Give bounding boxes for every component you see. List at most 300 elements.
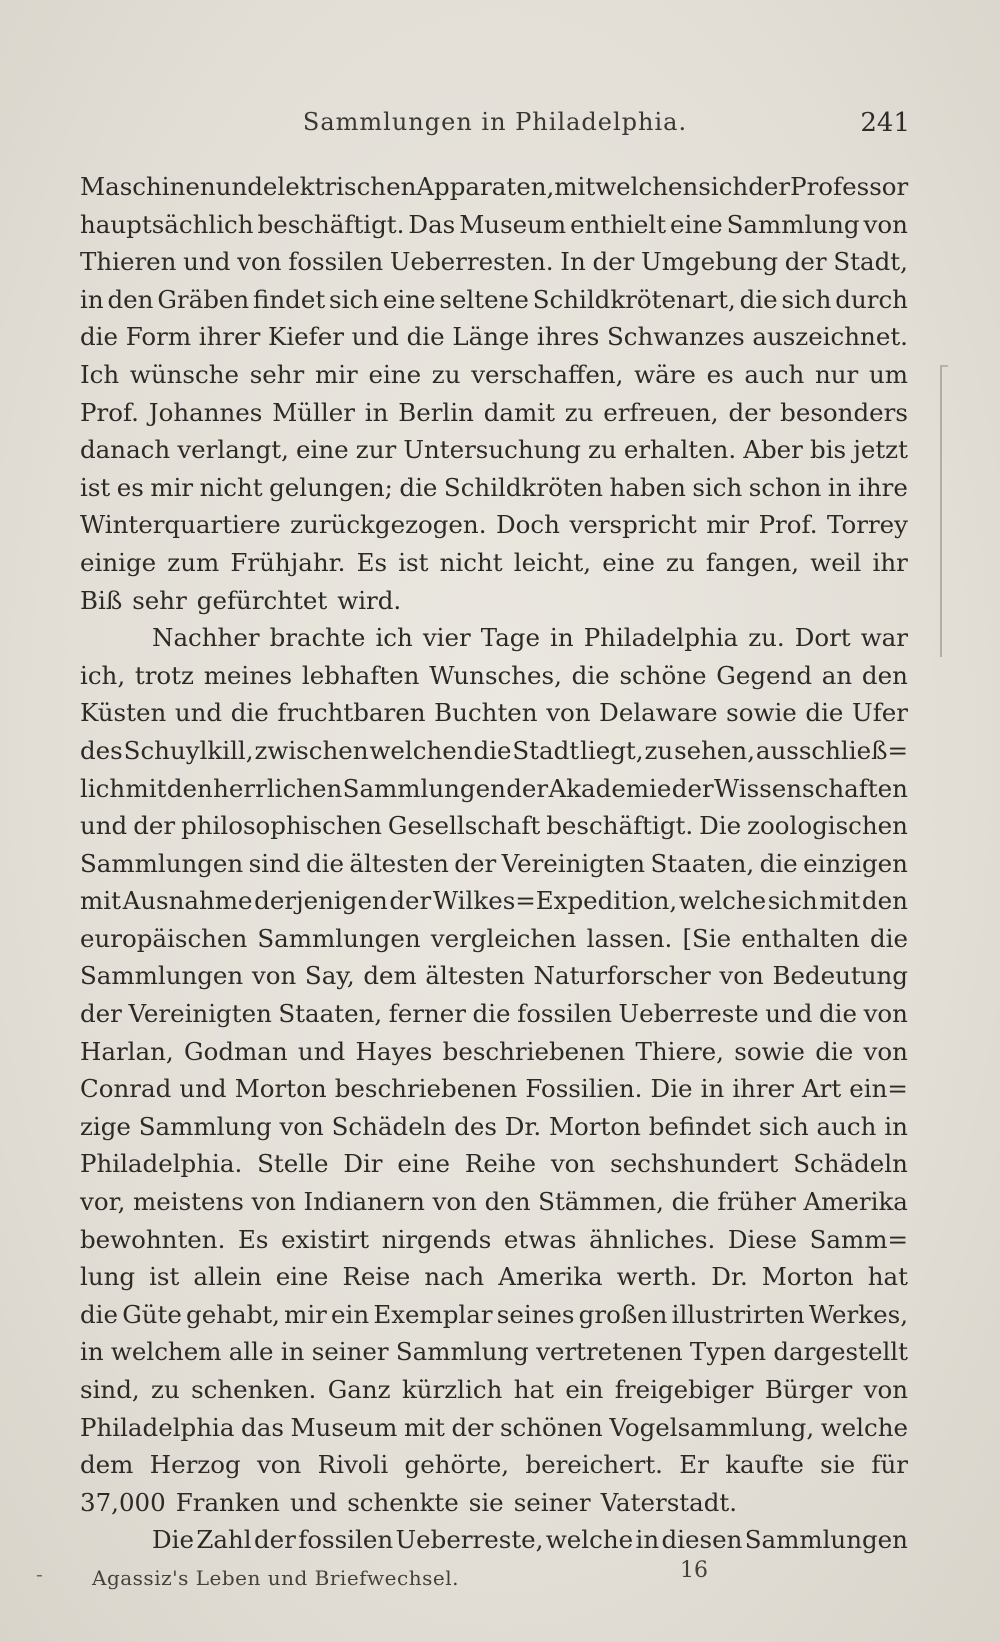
text-line — [80, 1333, 908, 1371]
word: Ganz — [327, 1375, 391, 1404]
word: kaufte — [725, 1450, 804, 1480]
word: Bürger — [764, 1375, 853, 1404]
text-line — [80, 168, 908, 206]
word: sich — [758, 1111, 809, 1141]
word: ihr — [872, 547, 908, 577]
word: und — [174, 698, 223, 728]
word: Die — [650, 1074, 693, 1104]
word: Vogelsammlung, — [609, 1412, 815, 1442]
word: existirt — [281, 1224, 370, 1254]
word: von — [432, 1187, 477, 1217]
word: fossilen — [517, 999, 612, 1029]
word: Indianern — [303, 1187, 425, 1217]
word: der — [784, 247, 827, 277]
word: danach — [80, 435, 171, 465]
text-line — [80, 957, 908, 995]
word: sich — [329, 284, 379, 314]
word: die — [399, 472, 438, 502]
word: war — [860, 623, 908, 653]
word: alle — [228, 1337, 274, 1367]
word: ihres — [536, 322, 600, 352]
word: meines — [203, 660, 293, 690]
word: sehr — [132, 585, 187, 615]
word: in — [884, 1111, 908, 1141]
text-line — [80, 845, 908, 883]
word: ferner — [388, 999, 466, 1029]
word: Herzog — [149, 1450, 241, 1480]
word: mit — [403, 1412, 445, 1442]
word: Say, — [304, 961, 355, 991]
word: sind, — [80, 1375, 140, 1404]
word: Typen — [689, 1337, 767, 1367]
word: haben — [609, 472, 686, 502]
word: Dir — [343, 1149, 383, 1179]
word: beschäftigt. — [546, 811, 694, 841]
word: sehen, — [674, 735, 755, 765]
word: seltene — [439, 284, 529, 314]
word: schenken. — [191, 1375, 317, 1404]
word: früher — [717, 1187, 796, 1217]
word: schon — [748, 472, 822, 502]
word: Müller — [272, 397, 355, 427]
word: und — [297, 1036, 346, 1066]
margin-mark — [940, 365, 948, 657]
word: Art — [801, 1074, 842, 1104]
word: zwischen — [254, 735, 369, 765]
word: und — [179, 1074, 227, 1104]
word: in — [700, 1074, 725, 1104]
word: Länge — [452, 322, 530, 352]
word: Wunsches, — [429, 660, 562, 690]
signature-title: Agassiz's Leben und Briefwechsel. — [92, 1566, 459, 1590]
word: beschäftigt. — [257, 209, 405, 239]
text-line — [80, 694, 908, 732]
word: Professor — [790, 172, 909, 201]
word: Untersuchung — [403, 435, 581, 465]
word: den — [107, 284, 154, 314]
text-line — [80, 807, 908, 845]
word: kürzlich — [401, 1375, 503, 1404]
word: und — [183, 247, 231, 277]
word: der — [253, 1525, 296, 1555]
word: sechshundert — [610, 1149, 779, 1179]
word: die — [305, 848, 344, 878]
word: ich — [375, 623, 413, 653]
word: Akademie — [548, 773, 672, 803]
footer-dash: - — [36, 1562, 43, 1586]
word: beschriebenen — [334, 1074, 518, 1104]
word: Nachher — [152, 623, 260, 653]
word: zu — [644, 735, 674, 765]
word: der — [671, 773, 714, 803]
word: in — [80, 1337, 104, 1367]
word: Ueberreste — [618, 999, 759, 1029]
word: nur — [814, 359, 859, 389]
word: eine — [275, 1262, 329, 1292]
word: verlangt, — [177, 435, 289, 465]
word: befindet — [648, 1111, 752, 1141]
word: Staaten, — [650, 848, 755, 878]
word: Schwanzes — [607, 322, 745, 352]
running-title: Sammlungen in Philadelphia. — [302, 108, 688, 136]
word: die — [869, 923, 908, 953]
word: etwas — [503, 1224, 577, 1254]
word: die — [571, 660, 610, 690]
word: Exemplar — [373, 1299, 493, 1329]
word: nicht — [439, 547, 503, 577]
text-line — [80, 281, 908, 319]
word: Stadt — [512, 735, 580, 765]
word: des — [454, 1111, 497, 1141]
word: lich — [80, 773, 126, 803]
word: Thieren — [80, 247, 177, 277]
word: die — [230, 698, 269, 728]
word: Ausnahme — [122, 886, 253, 916]
word: Biß — [80, 585, 123, 615]
text-line — [80, 318, 908, 356]
word: In — [560, 247, 586, 277]
word: von — [863, 1375, 908, 1404]
word: Sammlung — [395, 1337, 529, 1367]
word: den — [484, 1187, 531, 1217]
word: fruchtbaren — [277, 698, 426, 728]
word: Das — [408, 209, 456, 239]
word: ein= — [849, 1074, 908, 1104]
text-line — [80, 206, 908, 244]
word: Apparaten, — [416, 172, 555, 201]
word: Wilkes=Expedition, — [432, 886, 678, 916]
word: durch — [835, 284, 908, 314]
word: Naturforscher — [533, 961, 711, 991]
word: zu — [151, 1375, 180, 1404]
word: einige — [80, 547, 157, 577]
word: verspricht — [569, 510, 697, 540]
word: Schuylkill, — [123, 735, 254, 765]
word: Reise — [342, 1262, 411, 1292]
word: fossilen — [298, 1525, 394, 1555]
word: Godman — [184, 1036, 288, 1066]
word: elektrischen — [262, 172, 417, 201]
text-line — [80, 1446, 908, 1484]
word: mir — [706, 510, 750, 540]
text-line — [80, 1296, 908, 1334]
word: den — [166, 773, 213, 803]
word: einzigen — [803, 848, 908, 878]
word: Sammlungen — [257, 923, 421, 953]
word: Franken — [175, 1487, 280, 1517]
signature-mark: 16 — [680, 1558, 708, 1583]
word: die — [671, 1187, 710, 1217]
word: Amerika — [498, 1262, 603, 1292]
word: ihrer — [732, 1074, 794, 1104]
word: der — [389, 886, 432, 916]
word: Samm= — [809, 1224, 908, 1254]
word: der — [592, 247, 635, 277]
text-line — [80, 544, 908, 582]
word: Form — [125, 322, 192, 352]
word: Johannes — [148, 397, 263, 427]
word: mit — [554, 172, 596, 201]
word: ein — [565, 1375, 604, 1404]
word: welche — [820, 1412, 908, 1442]
word: fossilen — [288, 247, 384, 277]
word: für — [871, 1450, 908, 1480]
word: Hayes — [355, 1036, 433, 1066]
word: Sammlung — [726, 209, 860, 239]
word: wäre — [634, 359, 696, 389]
word: sich — [692, 472, 743, 502]
word: und — [289, 1487, 338, 1517]
word: von — [256, 1450, 302, 1480]
word: der — [454, 848, 497, 878]
text-line — [80, 770, 908, 808]
word: zu — [666, 547, 695, 577]
word: wünsche — [129, 359, 239, 389]
word: hat — [867, 1262, 908, 1292]
word: trotz — [134, 660, 194, 690]
word: von — [279, 1111, 324, 1141]
word: leicht, — [513, 547, 592, 577]
word: jetzt — [853, 435, 908, 465]
word: [Sie — [682, 923, 732, 953]
word: die — [815, 1036, 854, 1066]
word: europäischen — [80, 923, 248, 953]
text-line — [80, 732, 908, 770]
word: Schädeln — [793, 1149, 908, 1179]
word: Ich — [80, 359, 120, 389]
word: den — [861, 660, 908, 690]
word: Er — [679, 1450, 709, 1480]
word: Umgebung — [641, 247, 779, 277]
word: illustrirten — [671, 1299, 805, 1329]
word: Aber — [743, 435, 803, 465]
word: lung — [80, 1262, 136, 1292]
text-line — [80, 619, 908, 657]
word: ihre — [858, 472, 908, 502]
word: Fossilien. — [525, 1074, 643, 1104]
word: Gräben — [157, 284, 250, 314]
word: zum — [167, 547, 220, 577]
word: Rivoli — [317, 1450, 389, 1480]
word: sind — [248, 848, 301, 878]
word: eine — [382, 284, 436, 314]
word: ist — [149, 1262, 180, 1292]
word: Staaten, — [278, 999, 383, 1029]
word: Harlan, — [80, 1036, 174, 1066]
word: Stadt, — [833, 247, 908, 277]
word: Winterquartiere — [80, 510, 281, 540]
word: lassen. — [586, 923, 673, 953]
word: sich — [767, 886, 818, 916]
word: in — [827, 472, 852, 502]
word: eine — [368, 359, 422, 389]
word: Prof. — [758, 510, 818, 540]
word: die — [805, 698, 844, 728]
text-line — [80, 882, 908, 920]
word: in — [550, 623, 574, 653]
word: welchem — [110, 1337, 222, 1367]
text-line — [80, 243, 908, 281]
word: der — [133, 811, 176, 841]
word: Gesellschaft — [387, 811, 541, 841]
word: um — [868, 359, 908, 389]
word: Torrey — [827, 510, 908, 540]
text-line — [80, 1033, 908, 1071]
word: Diese — [727, 1224, 797, 1254]
word: gelungen; — [269, 472, 393, 502]
word: den — [861, 886, 908, 916]
word: von — [863, 1036, 908, 1066]
word: welche — [545, 1525, 634, 1555]
word: vergleichen — [430, 923, 577, 953]
word: eine — [397, 1149, 451, 1179]
word: zur — [355, 435, 397, 465]
word: Doch — [496, 510, 560, 540]
word: vier — [422, 623, 471, 653]
word: ist — [80, 472, 111, 502]
word: Ueberreste, — [395, 1525, 544, 1555]
word: nach — [424, 1262, 485, 1292]
word: Küsten — [80, 698, 167, 728]
word: Kiefer — [268, 322, 344, 352]
word: Philadelphia — [80, 1412, 235, 1442]
word: verschaffen, — [471, 359, 624, 389]
word: zu. — [748, 623, 785, 653]
word: und — [765, 999, 813, 1029]
text-line — [80, 920, 908, 958]
word: gefürchtet — [196, 585, 328, 615]
word: Museum — [459, 209, 567, 239]
word: sie — [820, 1450, 856, 1480]
word: hauptsächlich — [80, 209, 254, 239]
word: bis — [810, 435, 847, 465]
text-line — [80, 1521, 908, 1559]
word: in — [364, 397, 389, 427]
word: Maschinen — [80, 172, 216, 201]
word: Ufer — [852, 698, 908, 728]
word: die — [80, 1299, 119, 1329]
word: Sammlung — [138, 1111, 272, 1141]
word: weil — [810, 547, 862, 577]
word: Morton — [234, 1074, 327, 1104]
word: Gegend — [716, 660, 813, 690]
word: es — [706, 359, 734, 389]
word: hat — [513, 1375, 554, 1404]
word: brachte — [269, 623, 366, 653]
word: ausschließ= — [755, 735, 908, 765]
word: freigebiger — [614, 1375, 754, 1404]
word: in — [280, 1337, 305, 1367]
word: die — [819, 999, 858, 1029]
word: vertretenen — [536, 1337, 683, 1367]
word: gehörte, — [404, 1450, 510, 1480]
word: auszeichnet. — [752, 322, 908, 352]
text-line — [80, 1258, 908, 1296]
word: des — [80, 735, 123, 765]
word: zige — [80, 1111, 131, 1141]
text-line — [80, 1108, 908, 1146]
word: ein — [331, 1299, 370, 1329]
word: Philadelphia — [583, 623, 739, 653]
word: Es — [238, 1224, 269, 1254]
word: Morton — [761, 1262, 854, 1292]
word: Reihe — [464, 1149, 536, 1179]
word: Delaware — [599, 698, 718, 728]
text-line — [80, 657, 908, 695]
word: philosophischen — [181, 811, 382, 841]
word: Stelle — [257, 1149, 329, 1179]
word: zu — [564, 397, 594, 427]
word: ist — [398, 547, 429, 577]
word: nirgends — [381, 1224, 492, 1254]
word: Vaterstadt. — [600, 1487, 738, 1517]
word: besonders — [780, 397, 908, 427]
text-line — [80, 506, 908, 544]
word: von — [550, 1149, 596, 1179]
word: seiner — [513, 1487, 591, 1517]
word: Schildkrötenart, — [532, 284, 736, 314]
word: 37,000 — [80, 1487, 166, 1517]
word: Sammlungen — [80, 848, 244, 878]
word: welche — [678, 886, 767, 916]
word: Thiere, — [635, 1036, 724, 1066]
running-head — [80, 108, 910, 148]
word: Vereinigten — [501, 848, 646, 878]
word: Dr. — [711, 1262, 748, 1292]
word: schöne — [619, 660, 707, 690]
word: mir — [314, 359, 358, 389]
word: Stämmen, — [538, 1187, 664, 1217]
word: dem — [363, 961, 417, 991]
text-line — [80, 1183, 908, 1221]
word: die — [759, 848, 798, 878]
word: liegt, — [580, 735, 644, 765]
word: Güte — [122, 1299, 182, 1329]
word: diesen — [661, 1525, 743, 1555]
word: Amerika — [803, 1187, 908, 1217]
word: gehabt, — [186, 1299, 280, 1329]
word: sich — [698, 172, 749, 201]
word: allein — [193, 1262, 262, 1292]
word: die — [472, 999, 511, 1029]
word: ich, — [80, 660, 126, 690]
word: und — [215, 172, 263, 201]
word: Schädeln — [331, 1111, 447, 1141]
word: schenkte — [347, 1487, 459, 1517]
word: eine — [296, 435, 349, 465]
text-line — [80, 1221, 908, 1259]
word: Sammlungen — [342, 773, 506, 803]
text-line — [80, 1371, 908, 1409]
word: der — [451, 1412, 494, 1442]
word: Bedeutung — [772, 961, 908, 991]
word: Werkes, — [808, 1299, 908, 1329]
word: vor, — [80, 1187, 126, 1217]
word: erfreuen, — [603, 397, 719, 427]
word: mit — [80, 886, 121, 916]
word: sowie — [726, 698, 797, 728]
word: Buchten — [434, 698, 538, 728]
word: der — [80, 999, 122, 1029]
word: dargestellt — [773, 1337, 908, 1367]
word: in — [635, 1525, 660, 1555]
word: Schildkröten — [443, 472, 603, 502]
word: schönen — [499, 1412, 603, 1442]
word: auch — [744, 359, 805, 389]
word: von — [237, 247, 282, 277]
text-line — [80, 1409, 908, 1447]
body-text — [80, 168, 908, 1559]
